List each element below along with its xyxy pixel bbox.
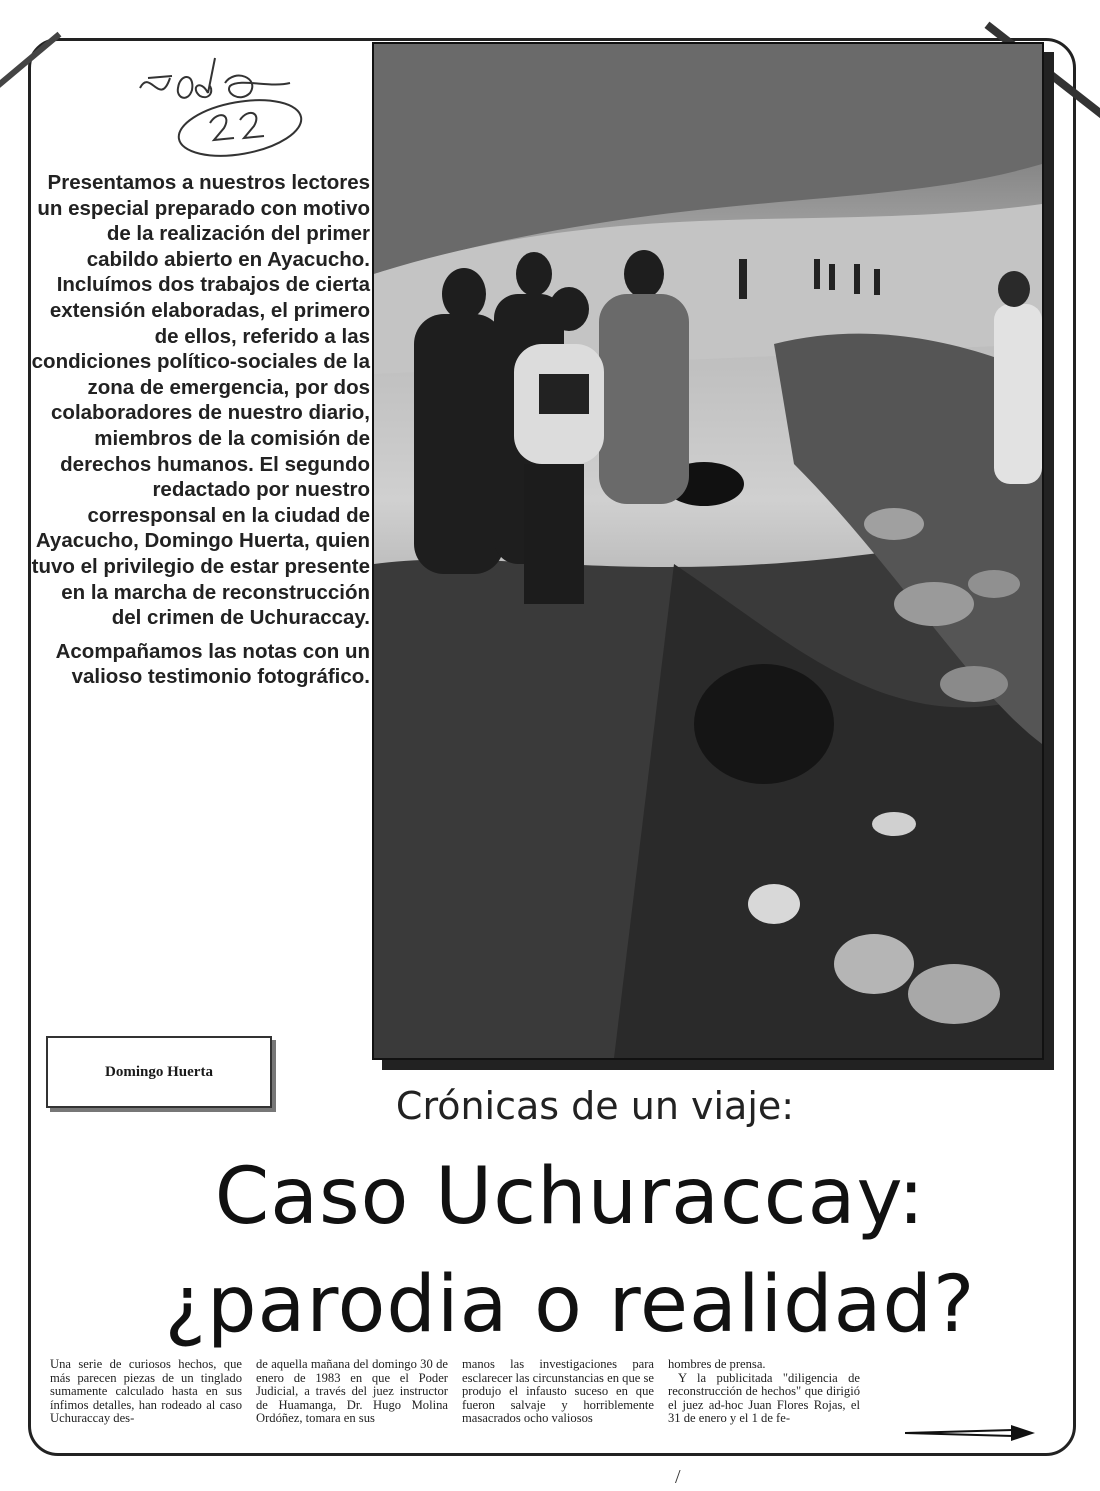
page-mark: /	[675, 1466, 681, 1488]
body-paragraph: hombres de prensa.	[668, 1357, 766, 1371]
handwritten-annotation	[130, 48, 330, 158]
body-column-3	[462, 1358, 654, 1426]
right-arrow-icon	[905, 1425, 1035, 1441]
body-column-2	[256, 1358, 448, 1426]
kicker-title: Crónicas de un viaje:	[395, 1084, 795, 1128]
body-paragraph: manos las investigaciones para esclarecer las circunstancias en que se produjo el infausto suceso en que fueron salvaje y horriblemente masacrados ocho valiosos	[462, 1357, 654, 1425]
intro-paragraph-1: Presentamos a nuestros lectores un especial preparado con motivo de la realización del primer cabildo abierto en Ayacucho. Incluímos dos trabajos de cierta extensión elaboradas, el primero de ellos, referido a las condiciones político-sociales de la zona de emergencia, por dos colaboradores de nuestro diario, miembros de la comisión de derechos humanos. El segundo redactado por nuestro corresponsal en la ciudad de Ayacucho, Domingo Huerta, quien tuvo el privilegio de estar presente en la marcha de reconstrucción del crimen de Uchuraccay.	[31, 171, 370, 630]
body-column-1	[50, 1358, 242, 1426]
body-paragraph: Y la publicitada "diligencia de reconstrucción de hechos" que dirigió el juez ad-hoc Juan Flores Rojas, el 31 de enero y el 1 de fe-	[668, 1370, 860, 1425]
headline-line-2: ¿parodia o realidad?	[164, 1260, 976, 1350]
byline-author: Domingo Huerta	[105, 1063, 213, 1080]
intro-text	[30, 170, 370, 698]
photo-illustration	[374, 44, 1042, 1058]
intro-paragraph-2: Acompañamos las notas con un valioso testimonio fotográfico.	[55, 639, 370, 689]
news-photo	[372, 42, 1044, 1060]
body-column-4	[668, 1358, 860, 1426]
headline-line-1: Caso Uchuraccay:	[214, 1152, 926, 1242]
body-paragraph: de aquella mañana del domingo 30 de enero de 1983 en que el Poder Judicial, a través del juez instructor de Huamanga, Dr. Hugo Molina Ordóñez, tomara en sus	[256, 1357, 448, 1425]
body-paragraph: Una serie de curiosos hechos, que más parecen piezas de un tinglado sumamente calculado hasta en sus ínfimos detalles, han rodeado al caso Uchuraccay des-	[50, 1357, 242, 1425]
article-body	[50, 1358, 860, 1426]
